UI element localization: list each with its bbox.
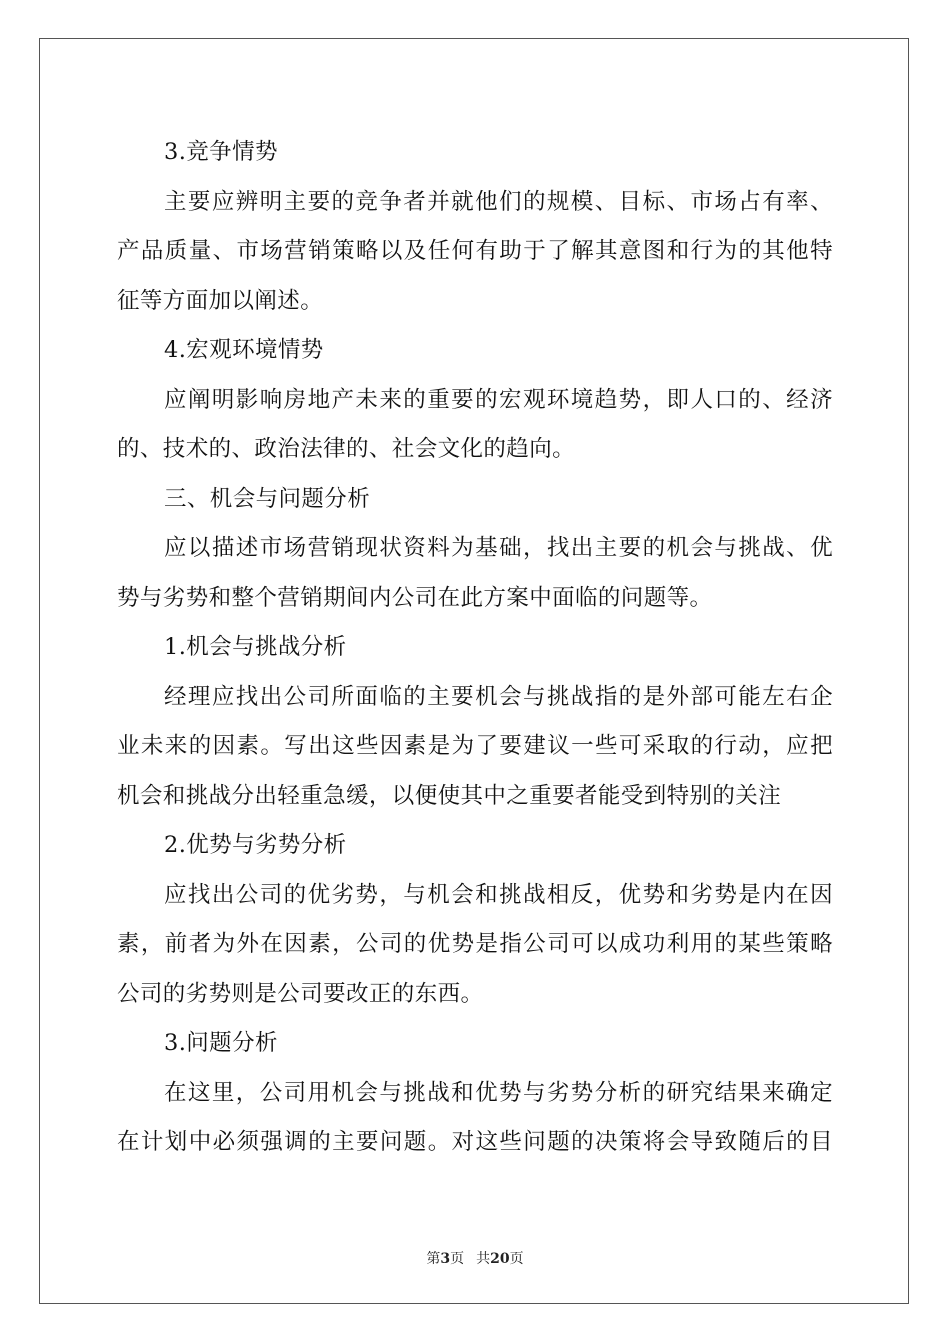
footer-total-suffix: 页 — [509, 1251, 524, 1267]
section-heading-macro-environment: 4.宏观环境情势 — [164, 337, 324, 363]
footer-page-suffix: 页 — [450, 1251, 465, 1267]
current-page-number: 3 — [440, 1251, 451, 1267]
paragraph-line: 的、技术的、政治法律的、社会文化的趋向。 — [117, 436, 576, 462]
paragraph-line: 主要应辨明主要的竞争者并就他们的规模、目标、市场占有率、 — [164, 188, 833, 215]
paragraph-line: 征等方面加以阐述。 — [117, 287, 324, 314]
paragraph-line: 应以描述市场营销现状资料为基础，找出主要的机会与挑战、优 — [164, 535, 833, 561]
page-footer — [0, 1248, 950, 1268]
document-body — [117, 128, 833, 1168]
paragraph-line: 经理应找出公司所面临的主要机会与挑战指的是外部可能左右企 — [164, 683, 833, 710]
paragraph-line: 公司的劣势则是公司要改正的东西。 — [117, 980, 484, 1007]
paragraph-line: 应阐明影响房地产未来的重要的宏观环境趋势，即人口的、经济 — [164, 386, 833, 413]
paragraph-line: 在计划中必须强调的主要问题。对这些问题的决策将会导致随后的目 — [117, 1129, 833, 1155]
section-heading-opportunity-challenge: 1.机会与挑战分析 — [164, 634, 347, 660]
paragraph-line: 势与劣势和整个营销期间内公司在此方案中面临的问题等。 — [117, 584, 713, 611]
total-page-number: 20 — [490, 1251, 510, 1267]
section-heading-opportunity-problem: 三、机会与问题分析 — [164, 485, 371, 512]
section-heading-problem-analysis: 3.问题分析 — [164, 1030, 278, 1056]
paragraph-line: 机会和挑战分出轻重急缓，以便使其中之重要者能受到特别的关注 — [117, 782, 782, 809]
footer-total-prefix: 共 — [476, 1251, 491, 1267]
paragraph-line: 在这里，公司用机会与挑战和优势与劣势分析的研究结果来确定 — [164, 1079, 833, 1106]
paragraph-line: 素，前者为外在因素，公司的优势是指公司可以成功利用的某些策略 — [117, 931, 833, 957]
footer-prefix: 第 — [426, 1251, 441, 1267]
paragraph-line: 应找出公司的优劣势，与机会和挑战相反，优势和劣势是内在因 — [164, 881, 833, 908]
paragraph-line: 产品质量、市场营销策略以及任何有助于了解其意图和行为的其他特 — [117, 238, 833, 264]
paragraph-line: 业未来的因素。写出这些因素是为了要建议一些可采取的行动，应把 — [117, 733, 833, 759]
section-heading-competition: 3.竞争情势 — [164, 139, 278, 165]
section-heading-strength-weakness: 2.优势与劣势分析 — [164, 832, 347, 858]
